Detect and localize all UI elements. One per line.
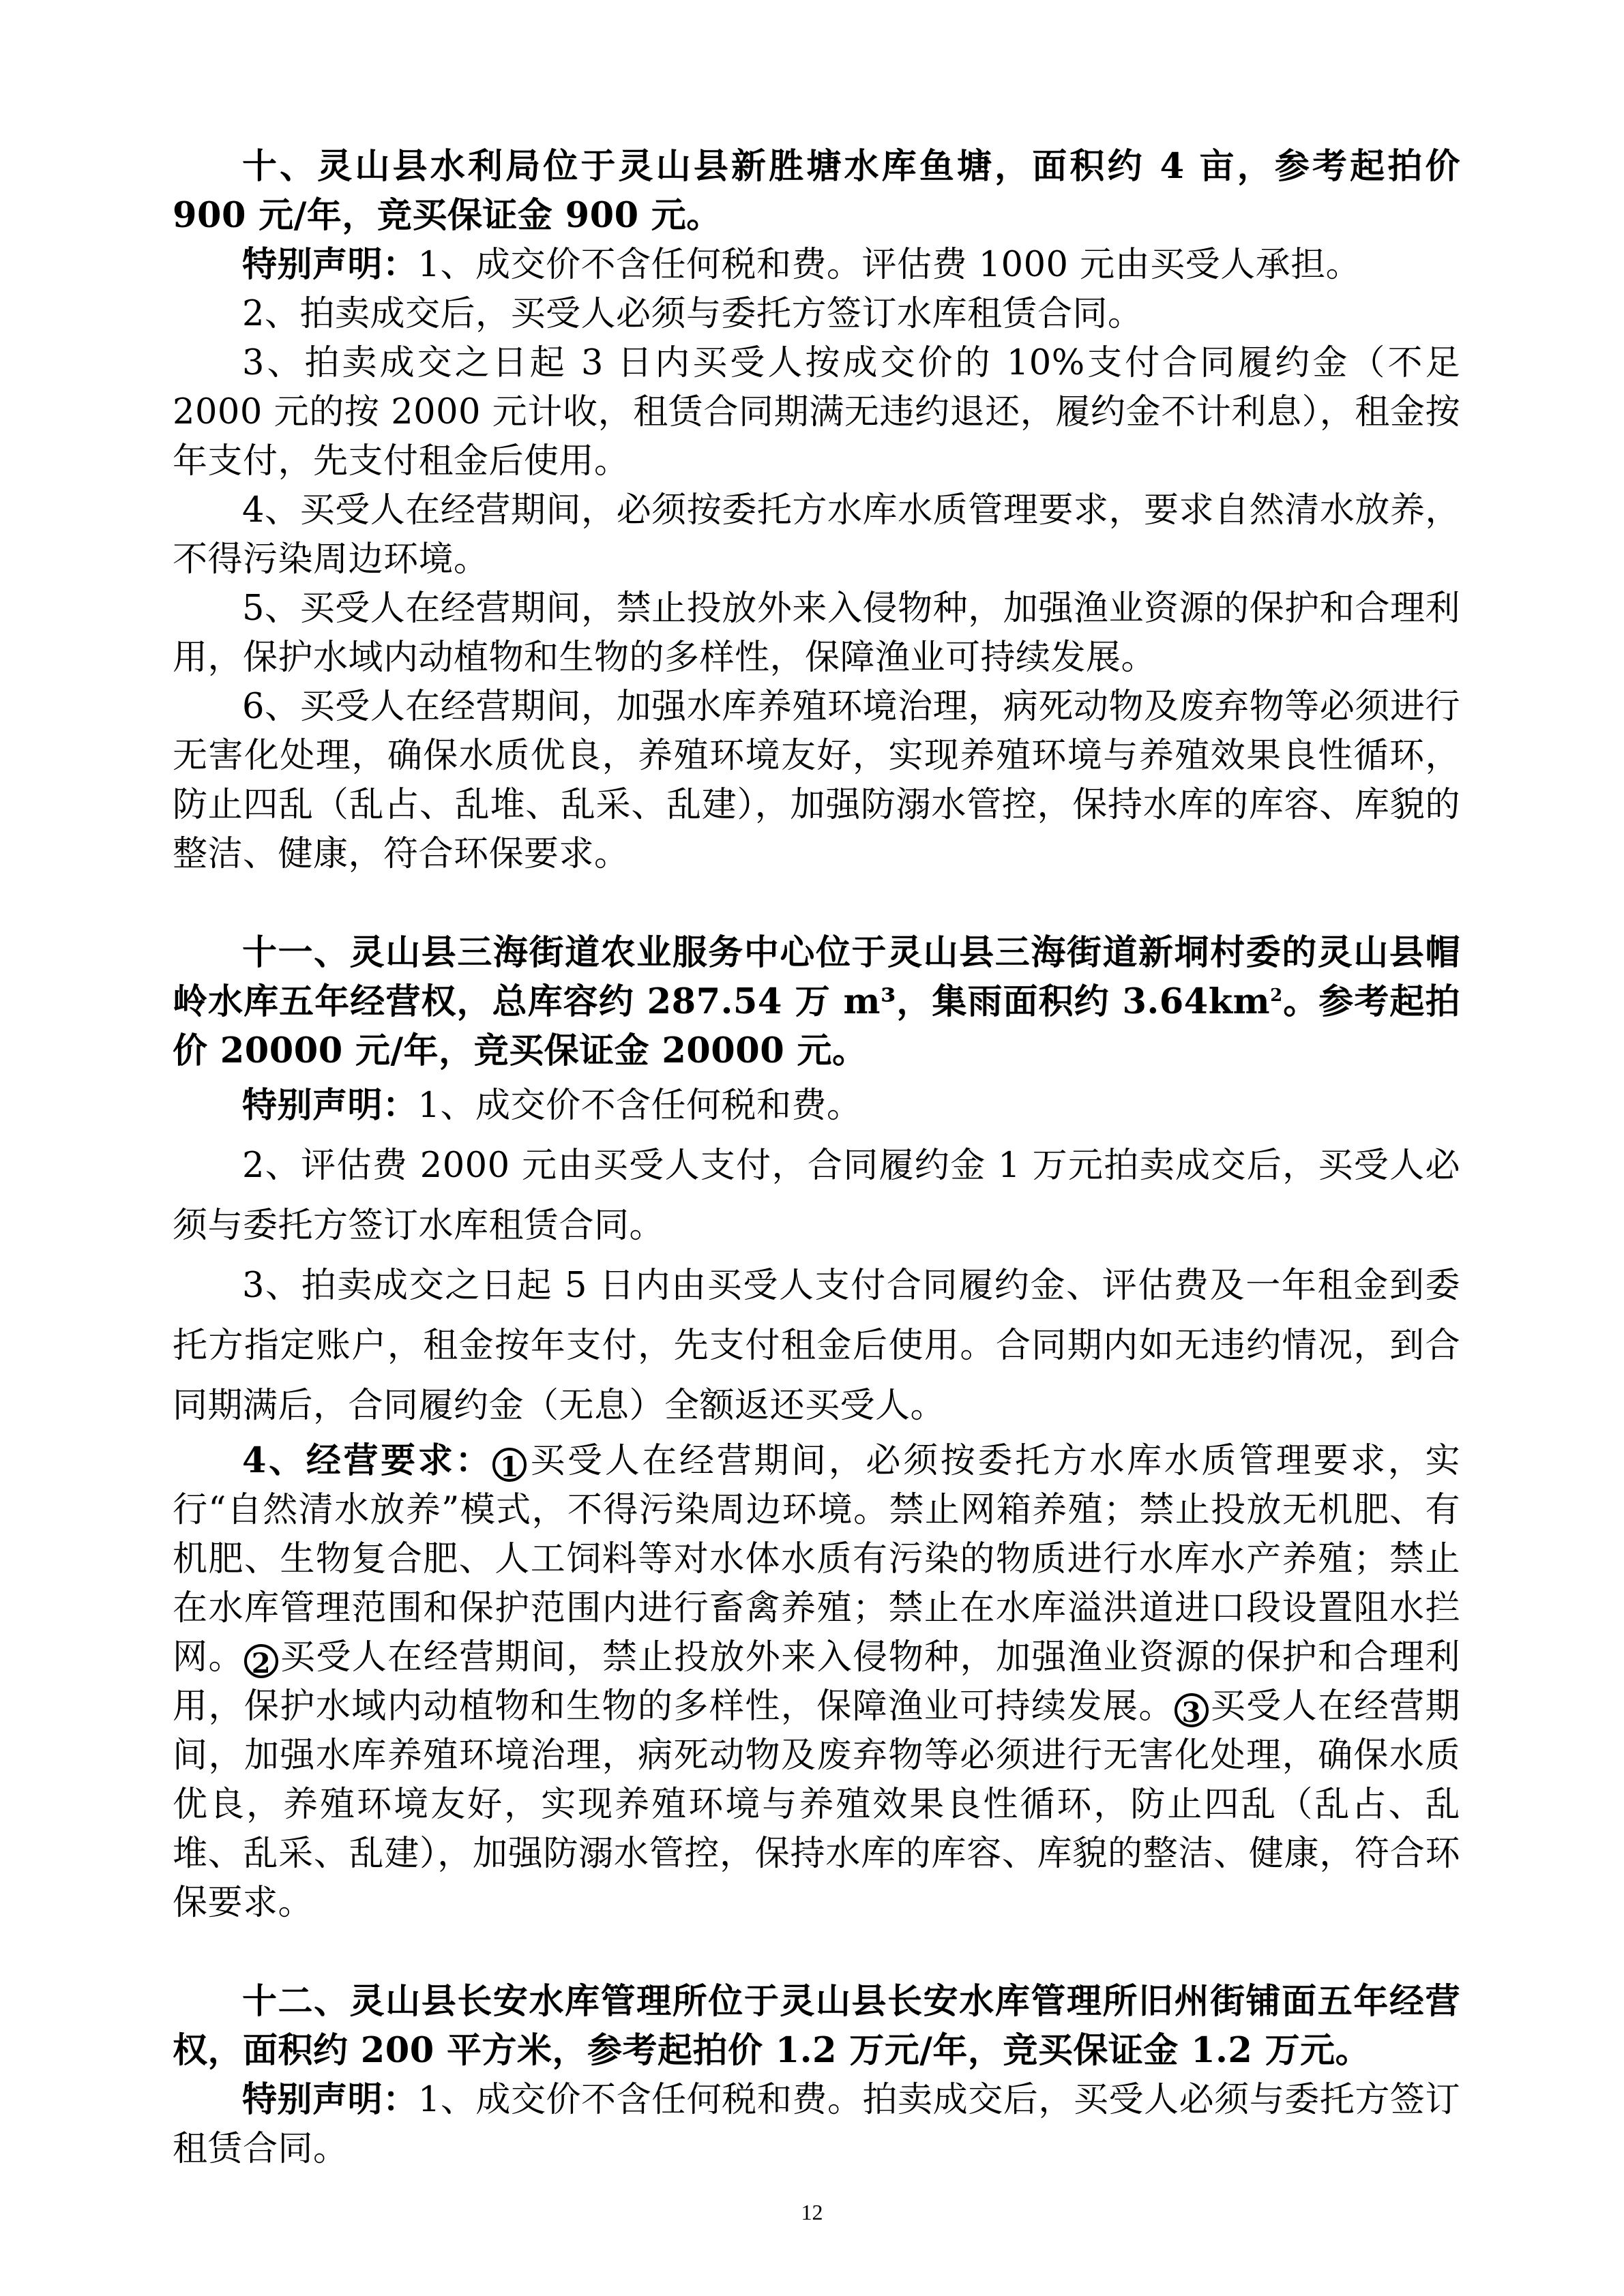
requirement-3: 买受人在经营期间，加强水库养殖环境治理，病死动物及废弃物等必须进行无害化处理，确保水质优良，养殖环境友好，实现养殖环境与养殖效果良性循环，防止四乱（乱占、乱堆、乱采、乱建），加强防溺水管控，保持水库的库容、库貌的整洁、健康，符合环保要求。 xyxy=(173,1686,1460,1923)
page-number: 12 xyxy=(801,2200,823,2224)
section-10-item-4: 4、买受人在经营期间，必须按委托方水库水质管理要求，要求自然清水放养，不得污染周边环境。 xyxy=(173,490,1460,580)
special-statement-label: 特别声明： xyxy=(242,1085,418,1126)
section-11-heading xyxy=(173,928,1460,1075)
section-11-heading-text-a: 十一、灵山县三海街道农业服务中心位于灵山县三海街道新垌村委的灵山县帽岭水库五年经营权，总库容约 287.54 万 m³，集雨面积约 3.64km xyxy=(173,932,1460,1022)
section-11-item-4 xyxy=(173,1436,1460,1928)
circled-number-2: 2 xyxy=(244,1644,278,1678)
special-statement-label: 特别声明： xyxy=(242,244,418,285)
section-11-item-3: 3、拍卖成交之日起 5 日内由买受人支付合同履约金、评估费及一年租金到委托方指定账户，租金按年支付，先支付租金后使用。合同期内如无违约情况，到合同期满后，合同履约金（无息）全额返还买受人。 xyxy=(173,1266,1460,1426)
circled-number-3: 3 xyxy=(1175,1693,1209,1727)
section-10-item-6: 6、买受人在经营期间，加强水库养殖环境治理，病死动物及废弃物等必须进行无害化处理，确保水质优良，养殖环境友好，实现养殖环境与养殖效果良性循环，防止四乱（乱占、乱堆、乱采、乱建），加强防溺水管控，保持水库的库容、库貌的整洁、健康，符合环保要求。 xyxy=(173,687,1460,874)
section-11-heading-text-b: 。参考起拍价 20000 元/年，竞买保证金 20000 元。 xyxy=(173,981,1460,1071)
section-10-note-1: 1、成交价不含任何税和费。评估费 1000 元由买受人承担。 xyxy=(417,245,1361,285)
document-body xyxy=(173,142,1460,2174)
special-statement-label: 特别声明： xyxy=(242,2079,418,2120)
requirement-1: 买受人在经营期间，必须按委托方水库水质管理要求，实行“自然清水放养”模式，不得污染周边环境。禁止网箱养殖；禁止投放无机肥、有机肥、生物复合肥、人工饲料等对水体水质有污染的物质进行水库水产养殖；禁止在水库管理范围和保护范围内进行畜禽养殖；禁止在水库溢洪道进口段设置阻水拦网。 xyxy=(173,1441,1460,1678)
section-11-note-1: 1、成交价不含任何税和费。 xyxy=(417,1086,862,1126)
circled-number-1: 1 xyxy=(492,1448,527,1482)
section-10-heading: 十、灵山县水利局位于灵山县新胜塘水库鱼塘，面积约 4 亩，参考起拍价 900 元/年，竞买保证金 900 元。 xyxy=(173,146,1460,236)
section-10-item-5: 5、买受人在经营期间，禁止投放外来入侵物种，加强渔业资源的保护和合理利用，保护水域内动植物和生物的多样性，保障渔业可持续发展。 xyxy=(173,588,1460,678)
section-12-note-1: 1、成交价不含任何税和费。拍卖成交后，买受人必须与委托方签订租赁合同。 xyxy=(173,2080,1460,2169)
superscript-2: 2 xyxy=(1270,985,1283,1006)
section-11-note xyxy=(173,1075,1460,1136)
section-10-note xyxy=(173,240,1460,290)
section-12-heading: 十二、灵山县长安水库管理所位于灵山县长安水库管理所旧州街铺面五年经营权，面积约 200 平方米，参考起拍价 1.2 万元/年，竞买保证金 1.2 万元。 xyxy=(173,1981,1460,2071)
section-10-item-2: 2、拍卖成交后，买受人必须与委托方签订水库租赁合同。 xyxy=(242,294,1143,334)
section-10-item-3: 3、拍卖成交之日起 3 日内买受人按成交价的 10%支付合同履约金（不足 2000 元的按 2000 元计收，租赁合同期满无违约退还，履约金不计利息），租金按年支付，先支付租金后使用。 xyxy=(173,343,1460,481)
requirement-2: 买受人在经营期间，禁止投放外来入侵物种，加强渔业资源的保护和合理利用，保护水域内动植物和生物的多样性，保障渔业可持续发展。 xyxy=(173,1637,1460,1727)
operating-requirements-label: 4、经营要求： xyxy=(242,1440,493,1481)
section-11-item-2: 2、评估费 2000 元由买受人支付，合同履约金 1 万元拍卖成交后，买受人必须与委托方签订水库租赁合同。 xyxy=(173,1146,1460,1246)
section-12-note xyxy=(173,2075,1460,2174)
